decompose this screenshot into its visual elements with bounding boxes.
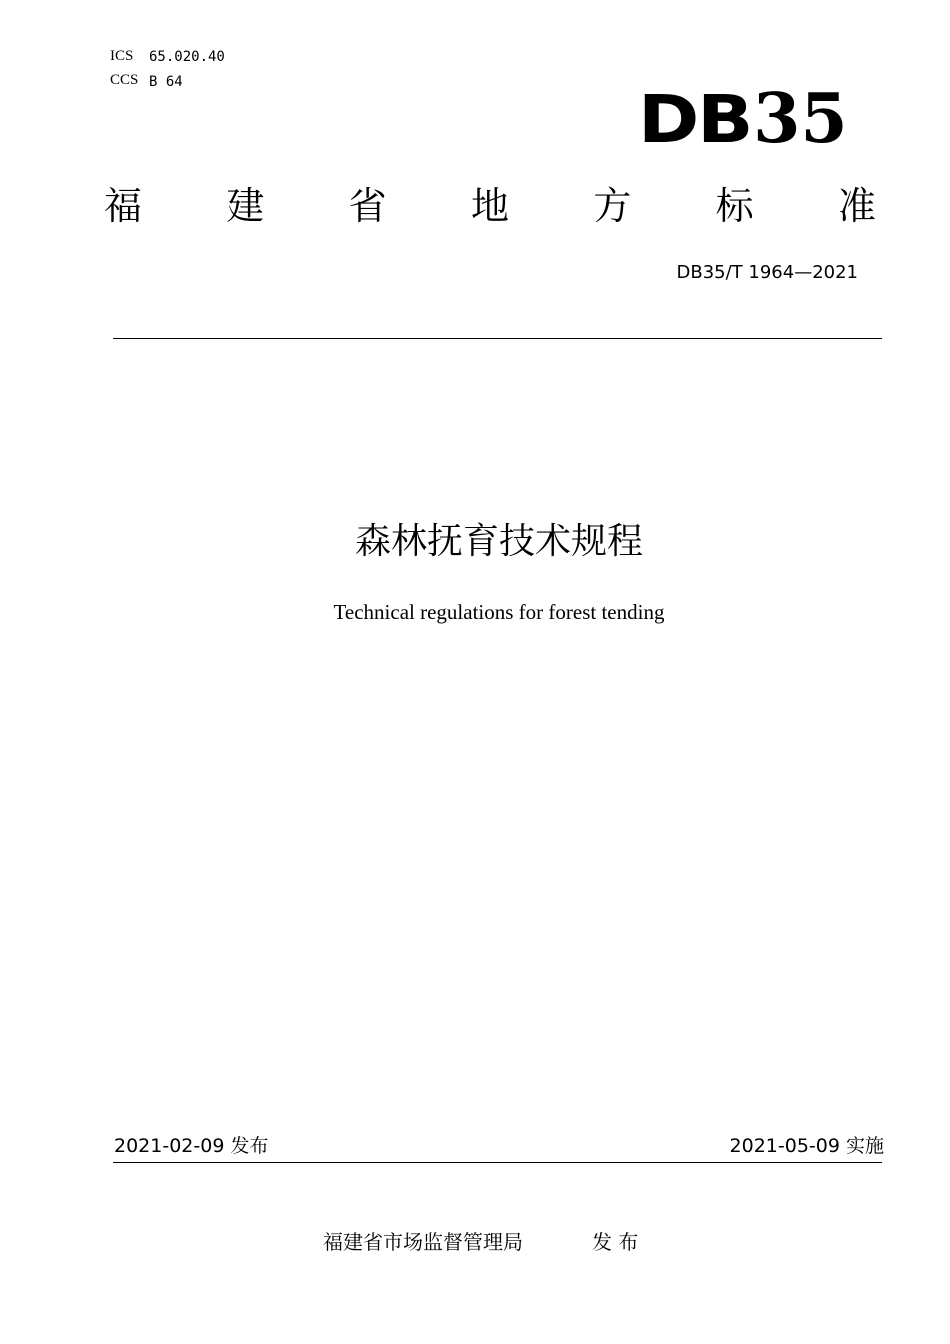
ics-value: 65.020.40: [149, 49, 225, 65]
logo-number: 35: [753, 79, 848, 159]
issuer-name: 福建省市场监督管理局: [323, 1230, 523, 1254]
title-chinese: 森林抚育技术规程: [354, 521, 643, 562]
standard-type-heading: [104, 182, 876, 230]
title-english: Technical regulations for forest tending: [333, 600, 665, 624]
footer-divider: [113, 1162, 882, 1163]
logo-prefix: DB: [638, 81, 752, 158]
standard-type-char: 建: [226, 184, 265, 228]
standard-type-char: 福: [104, 184, 143, 228]
standard-type-char: 省: [348, 184, 387, 228]
standard-code: DB35/T 1964—2021: [676, 262, 858, 283]
standard-type-char: 标: [715, 184, 754, 228]
db35-logo: [638, 79, 848, 159]
standard-type-char: 方: [593, 184, 632, 228]
ics-label: ICS: [110, 48, 134, 64]
header-divider: [113, 338, 882, 339]
release-date: 2021-02-09 发布: [114, 1135, 269, 1157]
standard-type-char: 准: [837, 184, 876, 228]
issuer-action: 发 布: [592, 1230, 639, 1254]
standard-type-char: 地: [470, 184, 509, 228]
ccs-value: B 64: [149, 74, 183, 90]
ccs-label: CCS: [110, 72, 139, 88]
implementation-date: 2021-05-09 实施: [729, 1135, 884, 1157]
